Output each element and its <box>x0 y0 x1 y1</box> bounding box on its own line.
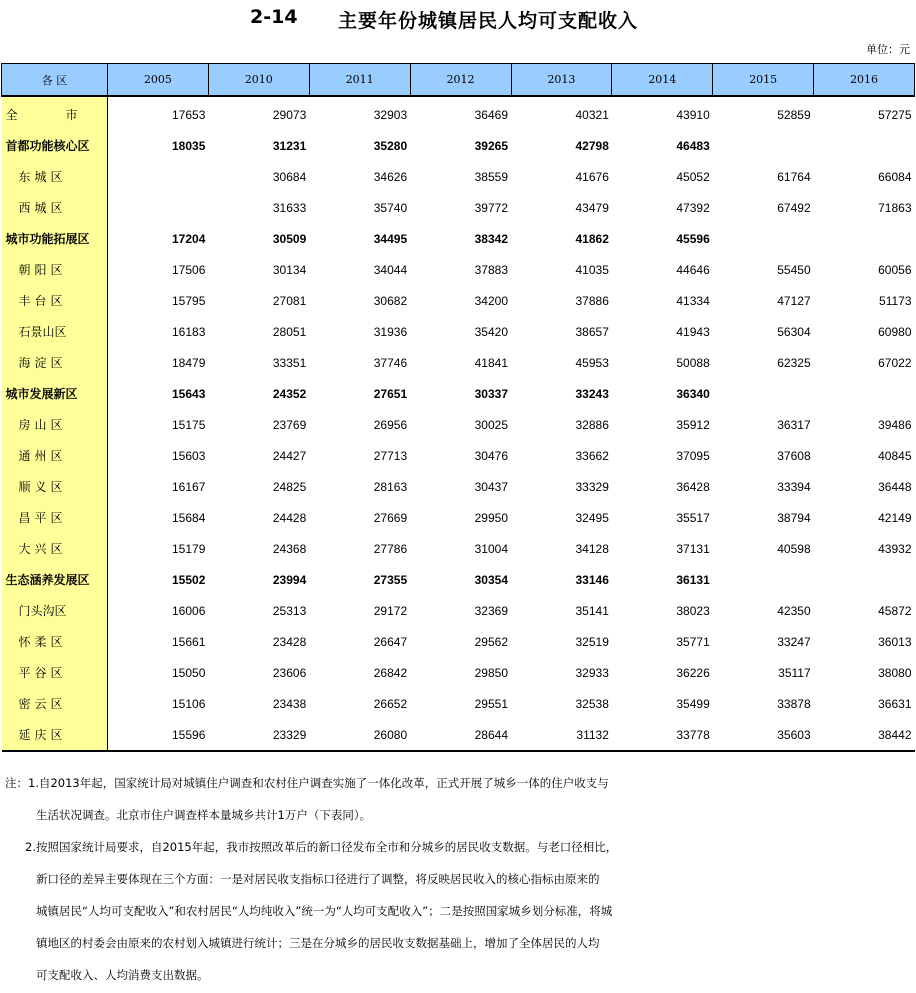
income-value: 29172 <box>373 603 408 618</box>
income-value: 39772 <box>474 200 508 215</box>
income-value: 16167 <box>172 479 206 494</box>
income-value: 35280 <box>373 138 408 153</box>
table-row <box>2 192 915 223</box>
income-value: 36131 <box>676 572 710 587</box>
income-value: 51173 <box>879 293 912 308</box>
income-value: 42798 <box>575 138 609 153</box>
income-value: 35771 <box>676 634 710 649</box>
table-row <box>2 378 915 409</box>
income-value: 30354 <box>474 572 508 587</box>
income-value: 31936 <box>373 324 408 339</box>
table-row <box>2 564 915 595</box>
income-value: 36631 <box>878 696 912 711</box>
income-value: 60980 <box>878 324 912 339</box>
footnote-line: 注：1.自2013年起，国家统计局对城镇住户调查和农村住户调查实施了一体化改革，正式开展了城乡一体的住户收支与 <box>5 776 609 790</box>
header-year: 2011 <box>309 64 410 97</box>
income-value: 23606 <box>272 665 307 680</box>
income-value: 45872 <box>878 603 912 618</box>
income-value <box>108 161 209 192</box>
income-value: 36340 <box>676 386 710 401</box>
income-value: 15179 <box>172 541 206 556</box>
income-value: 15643 <box>172 386 206 401</box>
header-year: 2015 <box>713 64 814 97</box>
header-year: 2014 <box>612 64 713 97</box>
income-value: 33878 <box>777 696 811 711</box>
income-value: 30134 <box>272 262 307 277</box>
income-value: 33662 <box>575 448 609 463</box>
income-value: 23994 <box>272 572 307 587</box>
income-value: 66084 <box>878 169 912 184</box>
income-value: 33146 <box>575 572 609 587</box>
income-value: 43479 <box>575 200 609 215</box>
income-value: 30684 <box>272 169 307 184</box>
income-value <box>713 223 814 254</box>
table-row <box>2 96 915 130</box>
header-year: 2013 <box>511 64 612 97</box>
income-value: 37608 <box>777 448 811 463</box>
income-value: 52859 <box>777 107 811 122</box>
income-value: 29073 <box>272 107 307 122</box>
income-value: 18479 <box>172 355 206 370</box>
header-year: 2016 <box>814 64 915 97</box>
income-value: 36469 <box>474 107 508 122</box>
table-row <box>2 254 915 285</box>
income-value: 30476 <box>474 448 508 463</box>
income-value: 23428 <box>272 634 307 649</box>
income-value: 33329 <box>575 479 609 494</box>
income-value: 60056 <box>878 262 912 277</box>
income-value: 38080 <box>878 665 912 680</box>
income-value: 35117 <box>778 665 811 680</box>
income-value: 23769 <box>272 417 307 432</box>
table-row <box>2 688 915 719</box>
district-name: 怀柔区 <box>2 626 108 657</box>
income-value: 28163 <box>373 479 408 494</box>
income-value: 42149 <box>878 510 912 525</box>
district-name: 丰台区 <box>2 285 108 316</box>
income-value: 33247 <box>777 634 811 649</box>
income-value: 32538 <box>575 696 609 711</box>
income-value: 50088 <box>676 355 710 370</box>
income-value: 15502 <box>172 572 206 587</box>
district-name: 平谷区 <box>2 657 108 688</box>
income-value: 40321 <box>575 107 609 122</box>
income-value: 35740 <box>373 200 408 215</box>
income-value: 41334 <box>676 293 710 308</box>
income-value: 39265 <box>474 138 508 153</box>
income-value <box>814 378 915 409</box>
table-header-row <box>2 64 915 97</box>
income-value: 38442 <box>878 727 912 742</box>
income-value: 15175 <box>172 417 206 432</box>
income-value: 32933 <box>575 665 609 680</box>
income-value: 30337 <box>474 386 508 401</box>
table-row <box>2 471 915 502</box>
income-value: 57275 <box>878 107 912 122</box>
income-value: 41035 <box>575 262 609 277</box>
income-value: 37886 <box>575 293 609 308</box>
income-value: 36448 <box>878 479 912 494</box>
income-value <box>814 223 915 254</box>
income-value: 15795 <box>172 293 206 308</box>
income-value: 36317 <box>777 417 811 432</box>
table-row <box>2 440 915 471</box>
income-value: 17204 <box>172 231 206 246</box>
income-value: 35141 <box>575 603 609 618</box>
income-value: 41676 <box>575 169 609 184</box>
district-name: 延庆区 <box>2 719 108 751</box>
income-value: 37746 <box>373 355 408 370</box>
income-value: 38023 <box>676 603 710 618</box>
income-table <box>1 63 915 752</box>
income-value: 27713 <box>373 448 408 463</box>
income-value: 24368 <box>272 541 307 556</box>
income-value: 32886 <box>575 417 609 432</box>
income-value: 44646 <box>676 262 710 277</box>
income-value: 45052 <box>676 169 710 184</box>
income-value: 55450 <box>777 262 811 277</box>
table-row <box>2 409 915 440</box>
district-name: 海淀区 <box>2 347 108 378</box>
income-value: 62325 <box>777 355 811 370</box>
footnote-line: 镇地区的村委会由原来的农村划入城镇进行统计；三是在分城乡的居民收支数据基础上，增加了全体居民的人均 <box>36 936 600 950</box>
income-value: 15661 <box>172 634 206 649</box>
district-name: 西城区 <box>2 192 108 223</box>
income-value: 24427 <box>272 448 307 463</box>
income-value: 28051 <box>272 324 307 339</box>
income-value <box>713 130 814 161</box>
unit-label: 单位：元 <box>866 43 910 56</box>
income-value: 34200 <box>474 293 508 308</box>
table-row <box>2 316 915 347</box>
income-value: 27651 <box>373 386 408 401</box>
income-value: 29850 <box>474 665 508 680</box>
table-row <box>2 626 915 657</box>
income-value: 29551 <box>474 696 508 711</box>
income-value: 18035 <box>172 138 206 153</box>
income-value: 17653 <box>172 107 206 122</box>
district-name: 全 市 <box>2 96 108 130</box>
income-value: 28644 <box>474 727 508 742</box>
income-value: 32519 <box>575 634 609 649</box>
income-value: 32495 <box>575 510 609 525</box>
income-value: 35912 <box>676 417 710 432</box>
header-year: 2012 <box>410 64 511 97</box>
table-row <box>2 533 915 564</box>
district-name: 首都功能核心区 <box>2 130 108 161</box>
income-value: 35603 <box>777 727 811 742</box>
income-value <box>814 564 915 595</box>
table-number: 2-14 <box>250 6 298 28</box>
income-value <box>713 378 814 409</box>
footnote-line: 新口径的差异主要体现在三个方面：一是对居民收支指标口径进行了调整，将反映居民收入的核心指标由原来的 <box>36 872 600 886</box>
income-value: 41943 <box>676 324 710 339</box>
district-name: 密云区 <box>2 688 108 719</box>
district-name: 石景山区 <box>2 316 108 347</box>
income-value: 15684 <box>172 510 206 525</box>
income-value: 16006 <box>172 603 206 618</box>
table-row <box>2 223 915 254</box>
table-row <box>2 161 915 192</box>
income-value: 61764 <box>777 169 811 184</box>
district-name: 朝阳区 <box>2 254 108 285</box>
footnote-line: 2.按照国家统计局要求，自2015年起，我市按照改革后的新口径发布全市和分城乡的居民收支数据。与老口径相比， <box>25 840 618 854</box>
district-name: 大兴区 <box>2 533 108 564</box>
income-value: 26647 <box>373 634 408 649</box>
table-row <box>2 502 915 533</box>
income-value: 41841 <box>474 355 508 370</box>
income-value: 15050 <box>172 665 206 680</box>
district-name: 门头沟区 <box>2 595 108 626</box>
page-title <box>0 4 916 32</box>
income-value: 36226 <box>676 665 710 680</box>
income-value: 34495 <box>373 231 408 246</box>
income-value: 34044 <box>373 262 408 277</box>
income-value: 67022 <box>878 355 912 370</box>
income-value: 38342 <box>474 231 508 246</box>
income-value: 38794 <box>777 510 811 525</box>
income-value: 26080 <box>373 727 408 742</box>
income-value: 15106 <box>172 696 206 711</box>
income-value: 26842 <box>373 665 408 680</box>
income-value: 41862 <box>575 231 609 246</box>
income-value: 36013 <box>878 634 912 649</box>
income-value: 45953 <box>575 355 609 370</box>
district-name: 昌平区 <box>2 502 108 533</box>
income-value: 36428 <box>676 479 710 494</box>
income-value: 31231 <box>272 138 307 153</box>
income-value: 15596 <box>172 727 206 742</box>
income-value: 34128 <box>575 541 609 556</box>
income-value: 37883 <box>474 262 508 277</box>
district-name: 房山区 <box>2 409 108 440</box>
income-value: 33394 <box>777 479 811 494</box>
income-value: 43932 <box>878 541 912 556</box>
income-value: 71863 <box>878 200 912 215</box>
income-value: 33243 <box>575 386 609 401</box>
table-title: 主要年份城镇居民人均可支配收入 <box>338 10 639 32</box>
income-value: 29950 <box>474 510 508 525</box>
income-value: 16183 <box>172 324 206 339</box>
income-value: 26652 <box>373 696 408 711</box>
district-name: 东城区 <box>2 161 108 192</box>
table-row <box>2 130 915 161</box>
table-row <box>2 347 915 378</box>
income-value: 30437 <box>474 479 508 494</box>
income-value: 35499 <box>676 696 710 711</box>
income-value: 33351 <box>272 355 307 370</box>
income-value: 34626 <box>373 169 408 184</box>
income-value: 33778 <box>676 727 710 742</box>
income-value: 35517 <box>676 510 710 525</box>
district-name: 生态涵养发展区 <box>2 564 108 595</box>
footnote-line: 可支配收入、人均消费支出数据。 <box>36 968 209 982</box>
income-value: 15603 <box>172 448 206 463</box>
income-value: 40845 <box>878 448 912 463</box>
income-value: 24428 <box>272 510 307 525</box>
district-name: 城市发展新区 <box>2 378 108 409</box>
header-year: 2010 <box>208 64 309 97</box>
income-value: 27669 <box>373 510 408 525</box>
income-value: 42350 <box>777 603 811 618</box>
income-value: 43910 <box>676 107 710 122</box>
income-value <box>108 192 209 223</box>
income-value: 23438 <box>272 696 307 711</box>
income-value: 31132 <box>576 727 609 742</box>
income-value: 40598 <box>777 541 811 556</box>
income-value: 30509 <box>272 231 307 246</box>
income-value <box>814 130 915 161</box>
income-value: 24352 <box>272 386 307 401</box>
income-value: 26956 <box>373 417 408 432</box>
income-value: 25313 <box>272 603 307 618</box>
footnote-line: 生活状况调查。北京市住户调查样本量城乡共计1万户（下表同）。 <box>36 808 372 822</box>
income-value: 30025 <box>474 417 508 432</box>
income-value: 32903 <box>373 107 408 122</box>
header-district: 各 区 <box>2 64 108 97</box>
income-value: 56304 <box>777 324 811 339</box>
income-value: 46483 <box>676 138 710 153</box>
income-value: 31633 <box>272 200 307 215</box>
table-row <box>2 657 915 688</box>
table-body <box>2 96 915 751</box>
income-value: 24825 <box>272 479 307 494</box>
district-name: 城市功能拓展区 <box>2 223 108 254</box>
income-value: 67492 <box>777 200 811 215</box>
income-value: 39486 <box>878 417 912 432</box>
income-value: 35420 <box>474 324 508 339</box>
income-value: 29562 <box>474 634 508 649</box>
district-name: 顺义区 <box>2 471 108 502</box>
income-value: 23329 <box>272 727 307 742</box>
income-value: 27786 <box>373 541 408 556</box>
income-value: 27355 <box>373 572 408 587</box>
income-value: 38657 <box>575 324 609 339</box>
income-value: 17506 <box>172 262 206 277</box>
income-value <box>713 564 814 595</box>
table-row <box>2 285 915 316</box>
footnote-line: 城镇居民“人均可支配收入”和农村居民“人均纯收入”统一为“人均可支配收入”；二是按照国家城乡划分标准，将城 <box>36 904 613 918</box>
income-value: 37131 <box>676 541 710 556</box>
income-value: 31004 <box>474 541 508 556</box>
district-name: 通州区 <box>2 440 108 471</box>
income-value: 27081 <box>272 293 307 308</box>
income-value: 47392 <box>676 200 710 215</box>
table-row <box>2 719 915 751</box>
income-value: 47127 <box>777 293 811 308</box>
header-year: 2005 <box>108 64 209 97</box>
income-value: 38559 <box>474 169 508 184</box>
table-row <box>2 595 915 626</box>
income-value: 45596 <box>676 231 710 246</box>
income-value: 32369 <box>474 603 508 618</box>
income-value: 37095 <box>676 448 710 463</box>
income-value: 30682 <box>373 293 408 308</box>
